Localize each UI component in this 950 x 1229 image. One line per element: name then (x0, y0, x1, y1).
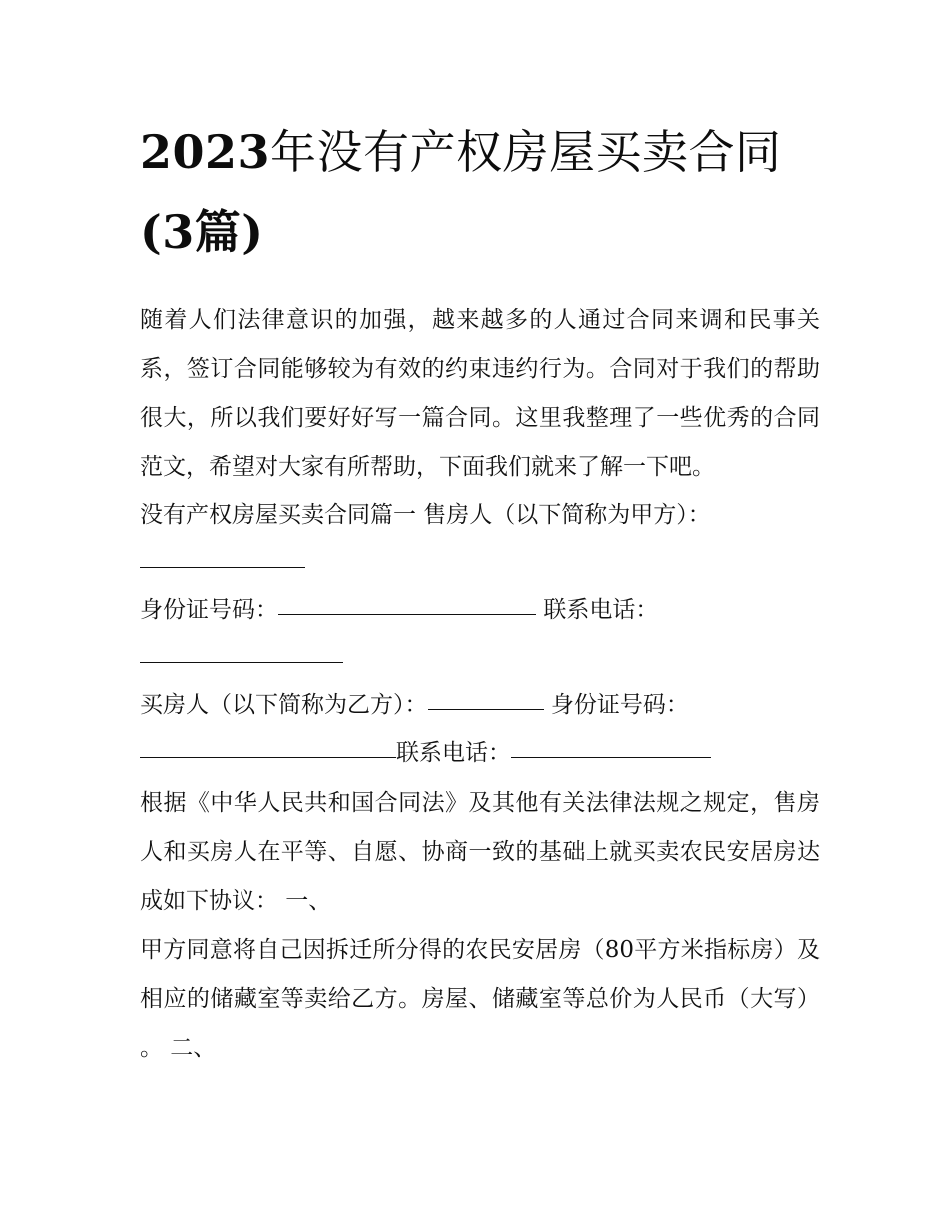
buyer-tel-label: 联系电话： (396, 739, 511, 766)
intro-paragraph: 随着人们法律意识的加强，越来越多的人通过合同来调和民事关系，签订合同能够较为有效的约束违约行为。合同对于我们的帮助很大，所以我们要好好写一篇合同。这里我整理了一些优秀的合同范文，希望对大家有所帮助，下面我们就来了解一下吧。 (140, 307, 820, 480)
seller-id-blank (278, 588, 536, 615)
seller-id-label: 身份证号码： (140, 597, 278, 623)
clause-one-paragraph: 甲方同意将自己因拆迁所分得的农民安居房（80平方米指标房）及相应的储藏室等卖给乙方。房屋、储藏室等总价为人民币（大写） 。 二、 (140, 937, 820, 1061)
seller-tel-label: 联系电话： (543, 597, 659, 623)
document-page (140, 112, 820, 1073)
section-heading: 没有产权房屋买卖合同篇一 售房人（以下简称为甲方）： (140, 502, 711, 528)
buyer-id-blank (140, 731, 396, 758)
buyer-id-line (140, 730, 820, 778)
title-count: (3篇) (140, 205, 264, 259)
document-title (140, 112, 820, 272)
seller-name-line (140, 540, 820, 588)
basis-paragraph: 根据《中华人民共和国合同法》及其他有关法律法规之规定，售房人和买房人在平等、自愿、协商一致的基础上就买卖农民安居房达成如下协议： 一、 (140, 790, 820, 914)
title-text: 年没有产权房屋买卖合同 (270, 125, 782, 179)
title-year: 2023 (140, 125, 271, 179)
seller-name-blank (140, 541, 305, 568)
buyer-label: 买房人（以下简称为乙方）： (140, 692, 428, 718)
seller-id-line (140, 587, 820, 635)
buyer-line (140, 682, 820, 730)
buyer-name-blank (428, 683, 544, 710)
seller-tel-line (140, 635, 820, 683)
seller-tel-blank (140, 636, 343, 663)
buyer-id-label: 身份证号码： (550, 692, 689, 718)
buyer-tel-blank (511, 731, 711, 758)
